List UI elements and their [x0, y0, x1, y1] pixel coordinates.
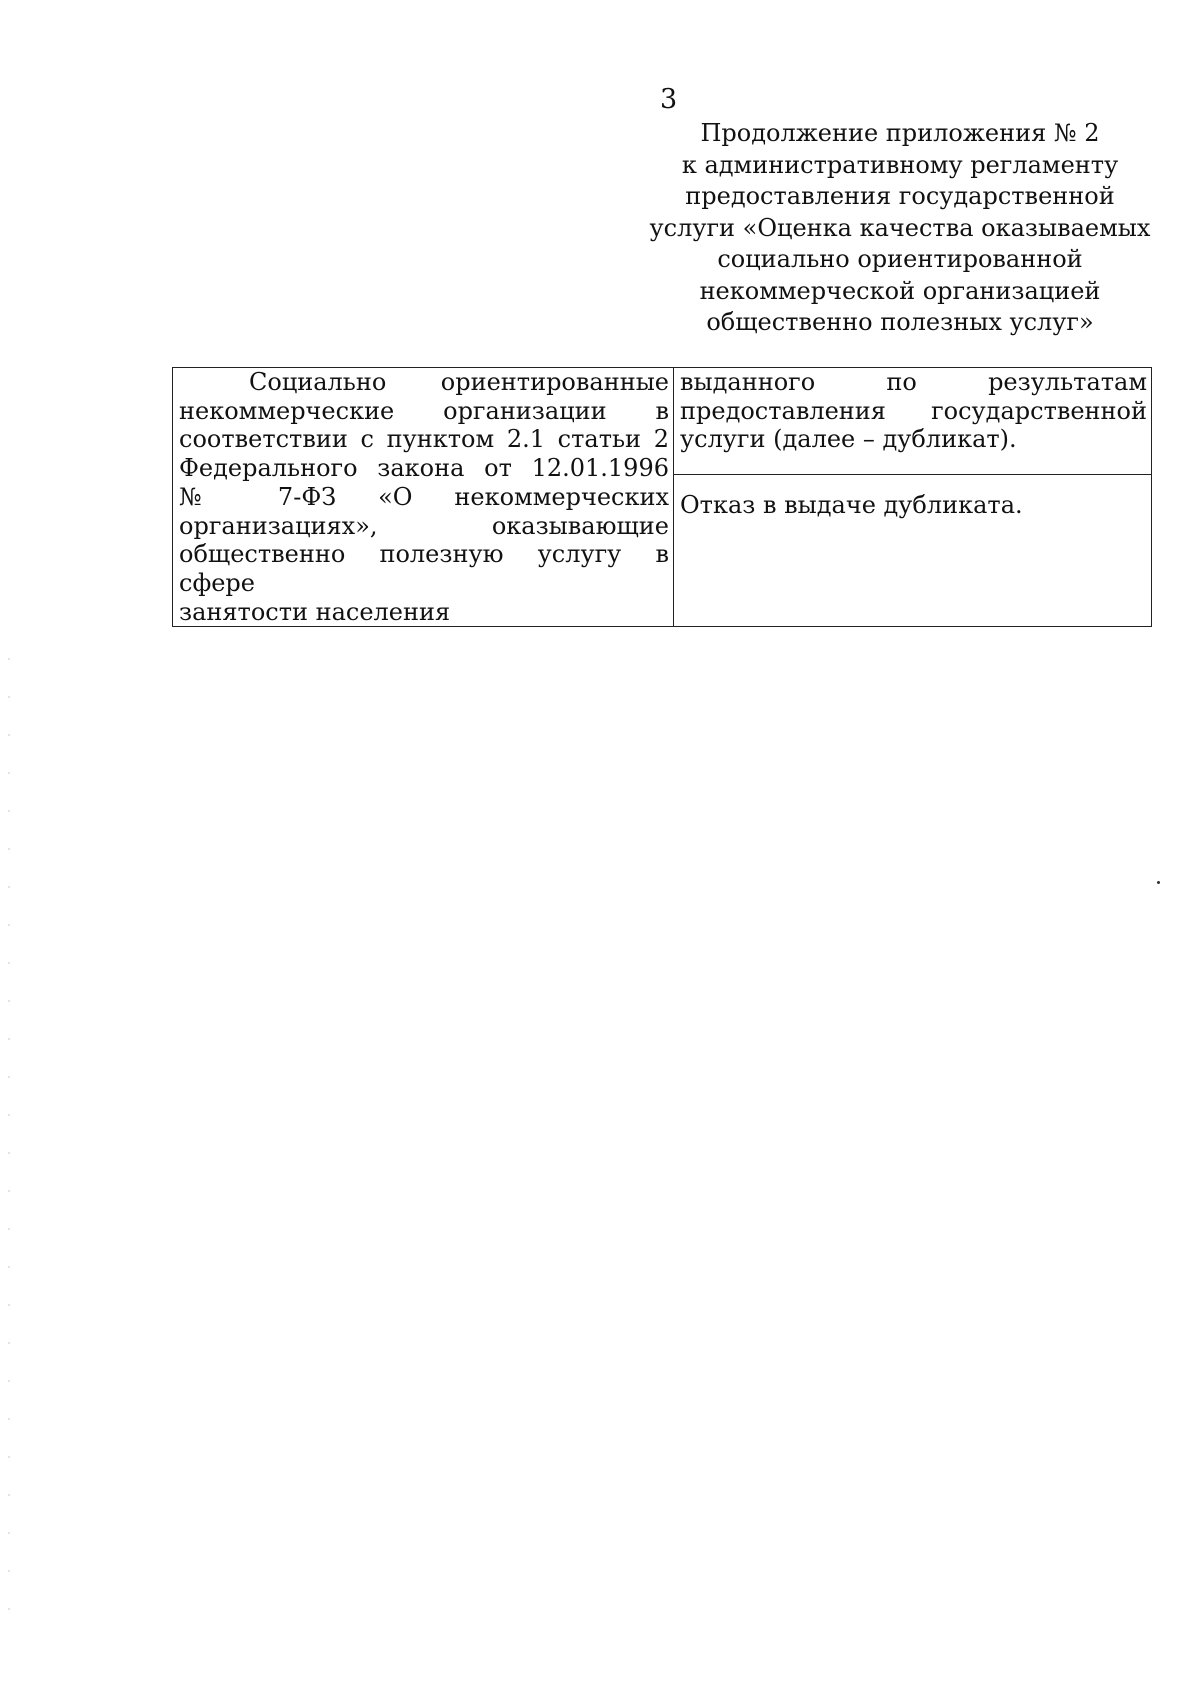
appendix-header [640, 118, 1160, 339]
cell-line: организациях», оказывающие [179, 511, 669, 540]
result-cell-duplicate [674, 368, 1152, 475]
cell-line: выданного по результатам [680, 368, 1147, 396]
table-row [173, 368, 1152, 475]
document-table [172, 367, 1152, 627]
recipient-category-cell [173, 368, 674, 627]
header-line: услуги «Оценка качества оказываемых [649, 213, 1151, 242]
cell-line: услуги (далее – дубликат). [680, 425, 1017, 454]
cell-line: Отказ в выдаче дубликата. [680, 491, 1023, 519]
page-number: 3 [660, 84, 678, 115]
result-cell-refusal [674, 475, 1152, 627]
header-line: Продолжение приложения № 2 [700, 119, 1100, 147]
cell-line: № 7-ФЗ «О некоммерческих [179, 482, 669, 511]
header-line: социально ориентированной [717, 245, 1083, 273]
cell-line: Федерального закона от 12.01.1996 [179, 454, 669, 483]
cell-line: некоммерческие организации в [179, 396, 669, 425]
header-line: к административному регламенту [681, 150, 1119, 179]
cell-line: занятости населения [179, 597, 451, 626]
cell-line: соответствии с пунктом 2.1 статьи 2 [179, 425, 669, 454]
cell-line: Социально ориентированные [249, 368, 669, 396]
scan-speck [1157, 881, 1160, 884]
header-line: общественно полезных услуг» [706, 308, 1094, 336]
header-line: предоставления государственной [685, 182, 1115, 210]
header-line: некоммерческой организацией [699, 276, 1101, 305]
scan-margin-marks [8, 640, 10, 1640]
cell-line: общественно полезную услугу в сфере [179, 540, 669, 597]
cell-line: предоставления государственной [680, 396, 1147, 425]
